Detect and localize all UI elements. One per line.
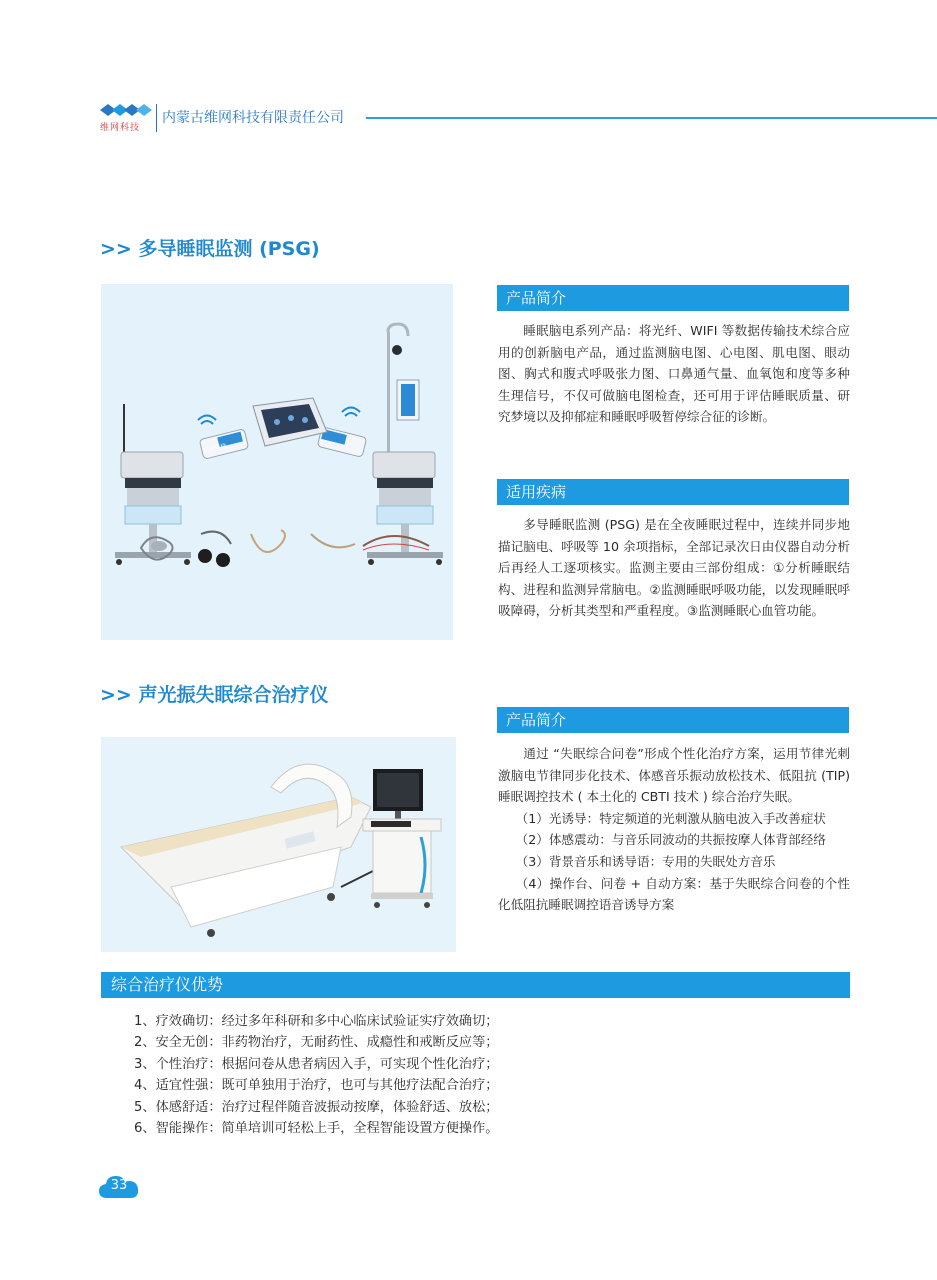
header-divider xyxy=(156,104,157,132)
header-rule xyxy=(366,117,937,119)
psg-intro-text xyxy=(498,320,850,428)
advantage-item: 1、疗效确切：经过多年科研和多中心临床试验证实疗效确切； xyxy=(134,1014,499,1029)
psg-intro-heading: 产品简介 xyxy=(497,285,849,311)
advantage-item: 5、体感舒适：治疗过程伴随音波振动按摩，体验舒适、放松； xyxy=(134,1099,499,1115)
advantage-item: 6、智能操作：简单培训可轻松上手，全程智能设置方便操作。 xyxy=(134,1121,499,1137)
page-number-badge xyxy=(99,1172,139,1200)
psg-module-label: 光纤传输 xyxy=(202,442,228,456)
advantages-list xyxy=(134,1011,694,1139)
psg-intro-paragraph: 睡眠脑电系列产品：将光纤、WIFI 等数据传输技术综合应用的创新脑电产品，通过监测脑电图、心电图、肌电图、眼动图、胸式和腹式呼吸张力图、口鼻通气量、血氧饱和度等多种生理信号，不仅可做脑电图检查，还可用于评估睡眠质量、研究梦境以及抑郁症和睡眠呼吸暂停综合征的诊断。 xyxy=(498,323,850,425)
advantage-item: 3、个性治疗：根据问卷从患者病因入手，可实现个性化治疗； xyxy=(134,1056,499,1072)
therapy-device-image xyxy=(101,737,456,952)
therapy-intro-paragraph: 通过 “失眠综合问卷”形成个性化治疗方案，运用节律光刺激脑电节律同步化技术、体感音乐振动放松技术、低阻抗 (TIP) 睡眠调控技术 ( 本土化的 CBTI 技术 ) 综合治疗失眠。 xyxy=(498,746,850,805)
therapy-item-4: （4）操作台、问卷 + 自动方案：基于失眠综合问卷的个性化低阻抗睡眠调控语音诱导方案 xyxy=(498,875,850,913)
therapy-item-2: （2）体感震动：与音乐同波动的共振按摩人体背部经络 xyxy=(515,832,826,848)
company-name: 内蒙古维网科技有限责任公司 xyxy=(162,110,344,126)
page-number: 33 xyxy=(110,1178,128,1193)
therapy-intro-text xyxy=(498,743,850,916)
advantages-heading: 综合治疗仪优势 xyxy=(101,972,850,998)
section-title-psg: >> 多导睡眠监测 (PSG) xyxy=(100,238,320,260)
psg-product-image xyxy=(101,284,453,640)
psg-indication-heading: 适用疾病 xyxy=(497,479,849,505)
therapy-item-1: （1）光诱导：特定频道的光刺激从脑电波入手改善症状 xyxy=(515,810,826,826)
psg-indication-text xyxy=(498,514,850,622)
section-title-therapy: >> 声光振失眠综合治疗仪 xyxy=(100,684,329,706)
psg-equipment-illustration xyxy=(101,284,453,640)
therapy-bed-illustration xyxy=(101,737,456,952)
advantage-item: 4、适宜性强：既可单独用于治疗，也可与其他疗法配合治疗； xyxy=(134,1078,499,1094)
page-header xyxy=(98,100,937,140)
therapy-item-3: （3）背景音乐和诱导语：专用的失眠处方音乐 xyxy=(515,853,776,869)
psg-indication-paragraph: 多导睡眠监测 (PSG) 是在全夜睡眠过程中，连续并同步地描记脑电、呼吸等 10 余项指标，全部记录次日由仪器自动分析后再经人工逐项核实。监测主要由三部份组成：①分析睡眠结构、进程和监测异常脑电。②监测睡眠呼吸功能，以发现睡眠呼吸障碍，分析其类型和严重程度。③监测睡眠心血管功能。 xyxy=(498,517,850,619)
logo-text: 维网科技 xyxy=(100,123,141,133)
advantage-item: 2、安全无创：非药物治疗，无耐药性、成瘾性和戒断反应等； xyxy=(134,1035,499,1051)
therapy-intro-heading: 产品简介 xyxy=(497,707,849,733)
